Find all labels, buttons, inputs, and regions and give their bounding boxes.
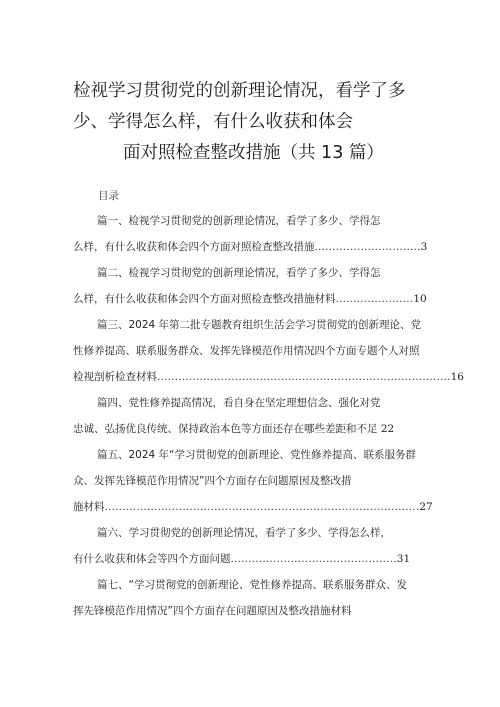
toc-entry[interactable] xyxy=(73,442,433,520)
toc-entry-text: 篇四、党性修养提高情况，看自身在坚定理想信念、强化对党 xyxy=(97,397,381,409)
toc-entry-text: 忠诚、弘扬优良传统、保持政治本色等方面还存在哪些差距和不足 xyxy=(73,423,378,435)
toc-entry-text: 性修养提高、联系服务群众、发挥先锋模范作用情况四个方面专题个人对照 xyxy=(73,345,420,357)
toc-leader-dots: ................................................................................... xyxy=(157,371,451,383)
toc-entry-text: 施材料 xyxy=(73,501,105,513)
toc-entry-text: 么样，有什么收获和体会四个方面对照检查整改措施 xyxy=(73,241,315,253)
title-line-1: 检视学习贯彻党的创新理论情况，看学了多 xyxy=(73,81,406,101)
table-of-contents xyxy=(73,208,464,624)
toc-entry-row xyxy=(73,286,433,312)
toc-entry-text: 篇六、学习贯彻党的创新理论情况，看学了多少、学得怎么样， xyxy=(97,527,391,539)
title-line-3: 面对照检查整改措施（共 13 篇） xyxy=(123,143,384,163)
toc-entry-row xyxy=(73,546,433,572)
toc-entry-text: 挥先锋模范作用情况”四个方面存在问题原因及整改措施材料 xyxy=(73,605,352,617)
toc-entry-text: 篇七、“学习贯彻党的创新理论、党性修养提高、联系服务群众、发 xyxy=(97,579,407,591)
title-line-2: 少、学得怎么样，有什么收获和体会 xyxy=(73,112,353,132)
toc-leader-dots: .............................. xyxy=(314,241,421,253)
toc-entry[interactable] xyxy=(73,572,433,624)
toc-entry-text: 有什么收获和体会等四个方面问题 xyxy=(73,553,231,565)
toc-leader-dots: ......................................................................................... xyxy=(104,501,420,513)
toc-page-number: 22 xyxy=(380,423,395,435)
toc-entry-text: 众、发挥先锋模范作用情况”四个方面存在问题原因及整改措 xyxy=(73,475,352,487)
toc-entry[interactable] xyxy=(73,208,433,260)
toc-heading: 目录 xyxy=(98,190,119,202)
toc-leader-dots: ............................................... xyxy=(230,553,397,565)
toc-entry-row xyxy=(73,494,433,520)
document-title xyxy=(0,76,500,169)
toc-entry-row xyxy=(73,364,464,390)
toc-entry-row xyxy=(73,416,433,442)
toc-entry-text: 篇五、2024 年“学习贯彻党的创新理论、党性修养提高、联系服务群 xyxy=(97,449,416,461)
toc-page-number: 10 xyxy=(413,293,427,305)
toc-entry[interactable] xyxy=(73,260,433,312)
toc-page-number: 27 xyxy=(419,501,433,513)
toc-entry-row xyxy=(73,234,433,260)
toc-entry[interactable] xyxy=(73,312,464,390)
toc-entry-text: 么样，有什么收获和体会四个方面对照检查整改措施材料 xyxy=(73,293,336,305)
toc-page-number: 16 xyxy=(450,371,464,383)
toc-page-number: 31 xyxy=(396,553,411,565)
toc-leader-dots: ...................... xyxy=(335,293,414,305)
toc-entry[interactable] xyxy=(73,520,433,572)
toc-entry-text: 篇三、2024 年第二批专题教育组织生活会学习贯彻党的创新理论、党 xyxy=(97,319,422,331)
toc-entry-text: 检视剖析检查材料 xyxy=(73,371,157,383)
toc-page-number: 3 xyxy=(420,241,428,253)
toc-entry[interactable] xyxy=(73,390,433,442)
toc-entry-text: 篇二、检视学习贯彻党的创新理论情况，看学了多少、学得怎 xyxy=(97,267,381,279)
toc-entry-text: 篇一、检视学习贯彻党的创新理论情况，看学了多少、学得怎 xyxy=(97,215,381,227)
